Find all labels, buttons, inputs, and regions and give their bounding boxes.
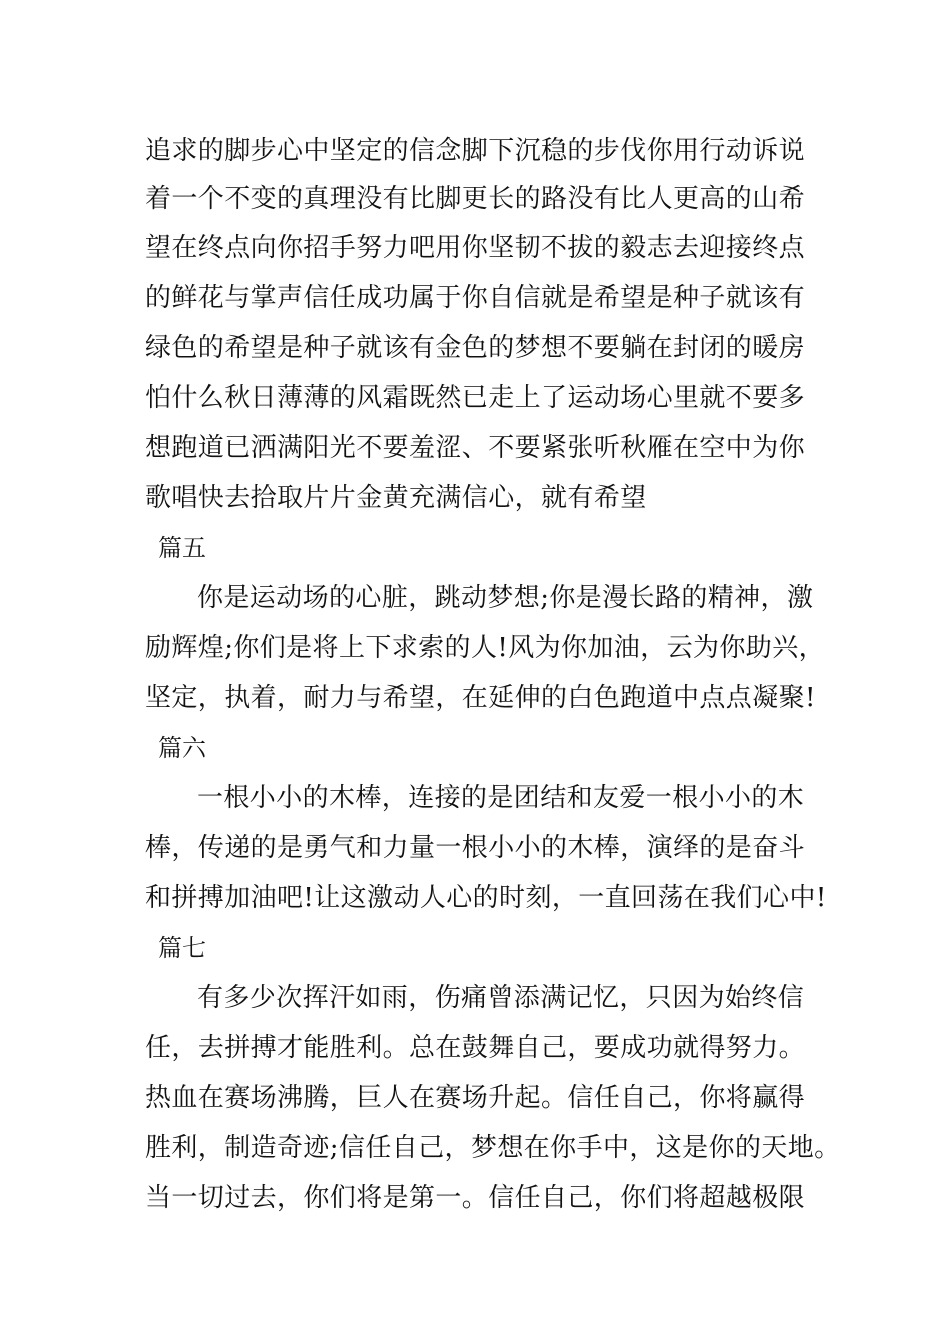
- paragraph-line: 胜利，制造奇迹;信任自己，梦想在你手中，这是你的天地。: [145, 1133, 841, 1163]
- paragraph-line: 你是运动场的心脏，跳动梦想;你是漫长路的精神，激: [197, 583, 814, 613]
- paragraph-line: 着一个不变的真理没有比脚更长的路没有比人更高的山希: [145, 184, 806, 214]
- paragraph-line: 追求的脚步心中坚定的信念脚下沉稳的步伐你用行动诉说: [145, 136, 806, 166]
- paragraph-line: 热血在赛场沸腾，巨人在赛场升起。信任自己，你将赢得: [145, 1083, 806, 1113]
- section-heading: 篇五: [158, 534, 206, 562]
- paragraph-line: 望在终点向你招手努力吧用你坚韧不拔的毅志去迎接终点: [145, 233, 806, 263]
- section-heading: 篇六: [158, 734, 206, 762]
- paragraph-line: 励辉煌;你们是将上下求索的人!风为你加油，云为你助兴，: [145, 633, 826, 663]
- paragraph-line: 绿色的希望是种子就该有金色的梦想不要躺在封闭的暖房: [145, 333, 806, 363]
- paragraph-line: 的鲜花与掌声信任成功属于你自信就是希望是种子就该有: [145, 283, 806, 313]
- paragraph-line: 有多少次挥汗如雨，伤痛曾添满记忆，只因为始终信: [197, 983, 805, 1013]
- paragraph-line: 和拼搏加油吧!让这激动人心的时刻，一直回荡在我们心中!: [145, 883, 827, 913]
- paragraph-line: 任，去拼搏才能胜利。总在鼓舞自己，要成功就得努力。: [145, 1033, 806, 1063]
- paragraph-line: 当一切过去，你们将是第一。信任自己，你们将超越极限: [145, 1183, 806, 1213]
- section-heading: 篇七: [158, 934, 206, 962]
- paragraph-line: 一根小小的木棒，连接的是团结和友爱一根小小的木: [197, 783, 805, 813]
- paragraph-line: 怕什么秋日薄薄的风霜既然已走上了运动场心里就不要多: [145, 383, 806, 413]
- paragraph-line: 歌唱快去拾取片片金黄充满信心，就有希望: [145, 483, 647, 513]
- paragraph-line: 想跑道已洒满阳光不要羞涩、不要紧张听秋雁在空中为你: [145, 433, 806, 463]
- paragraph-line: 坚定，执着，耐力与希望，在延伸的白色跑道中点点凝聚!: [145, 683, 816, 713]
- paragraph-line: 棒，传递的是勇气和力量一根小小的木棒，演绎的是奋斗: [145, 833, 806, 863]
